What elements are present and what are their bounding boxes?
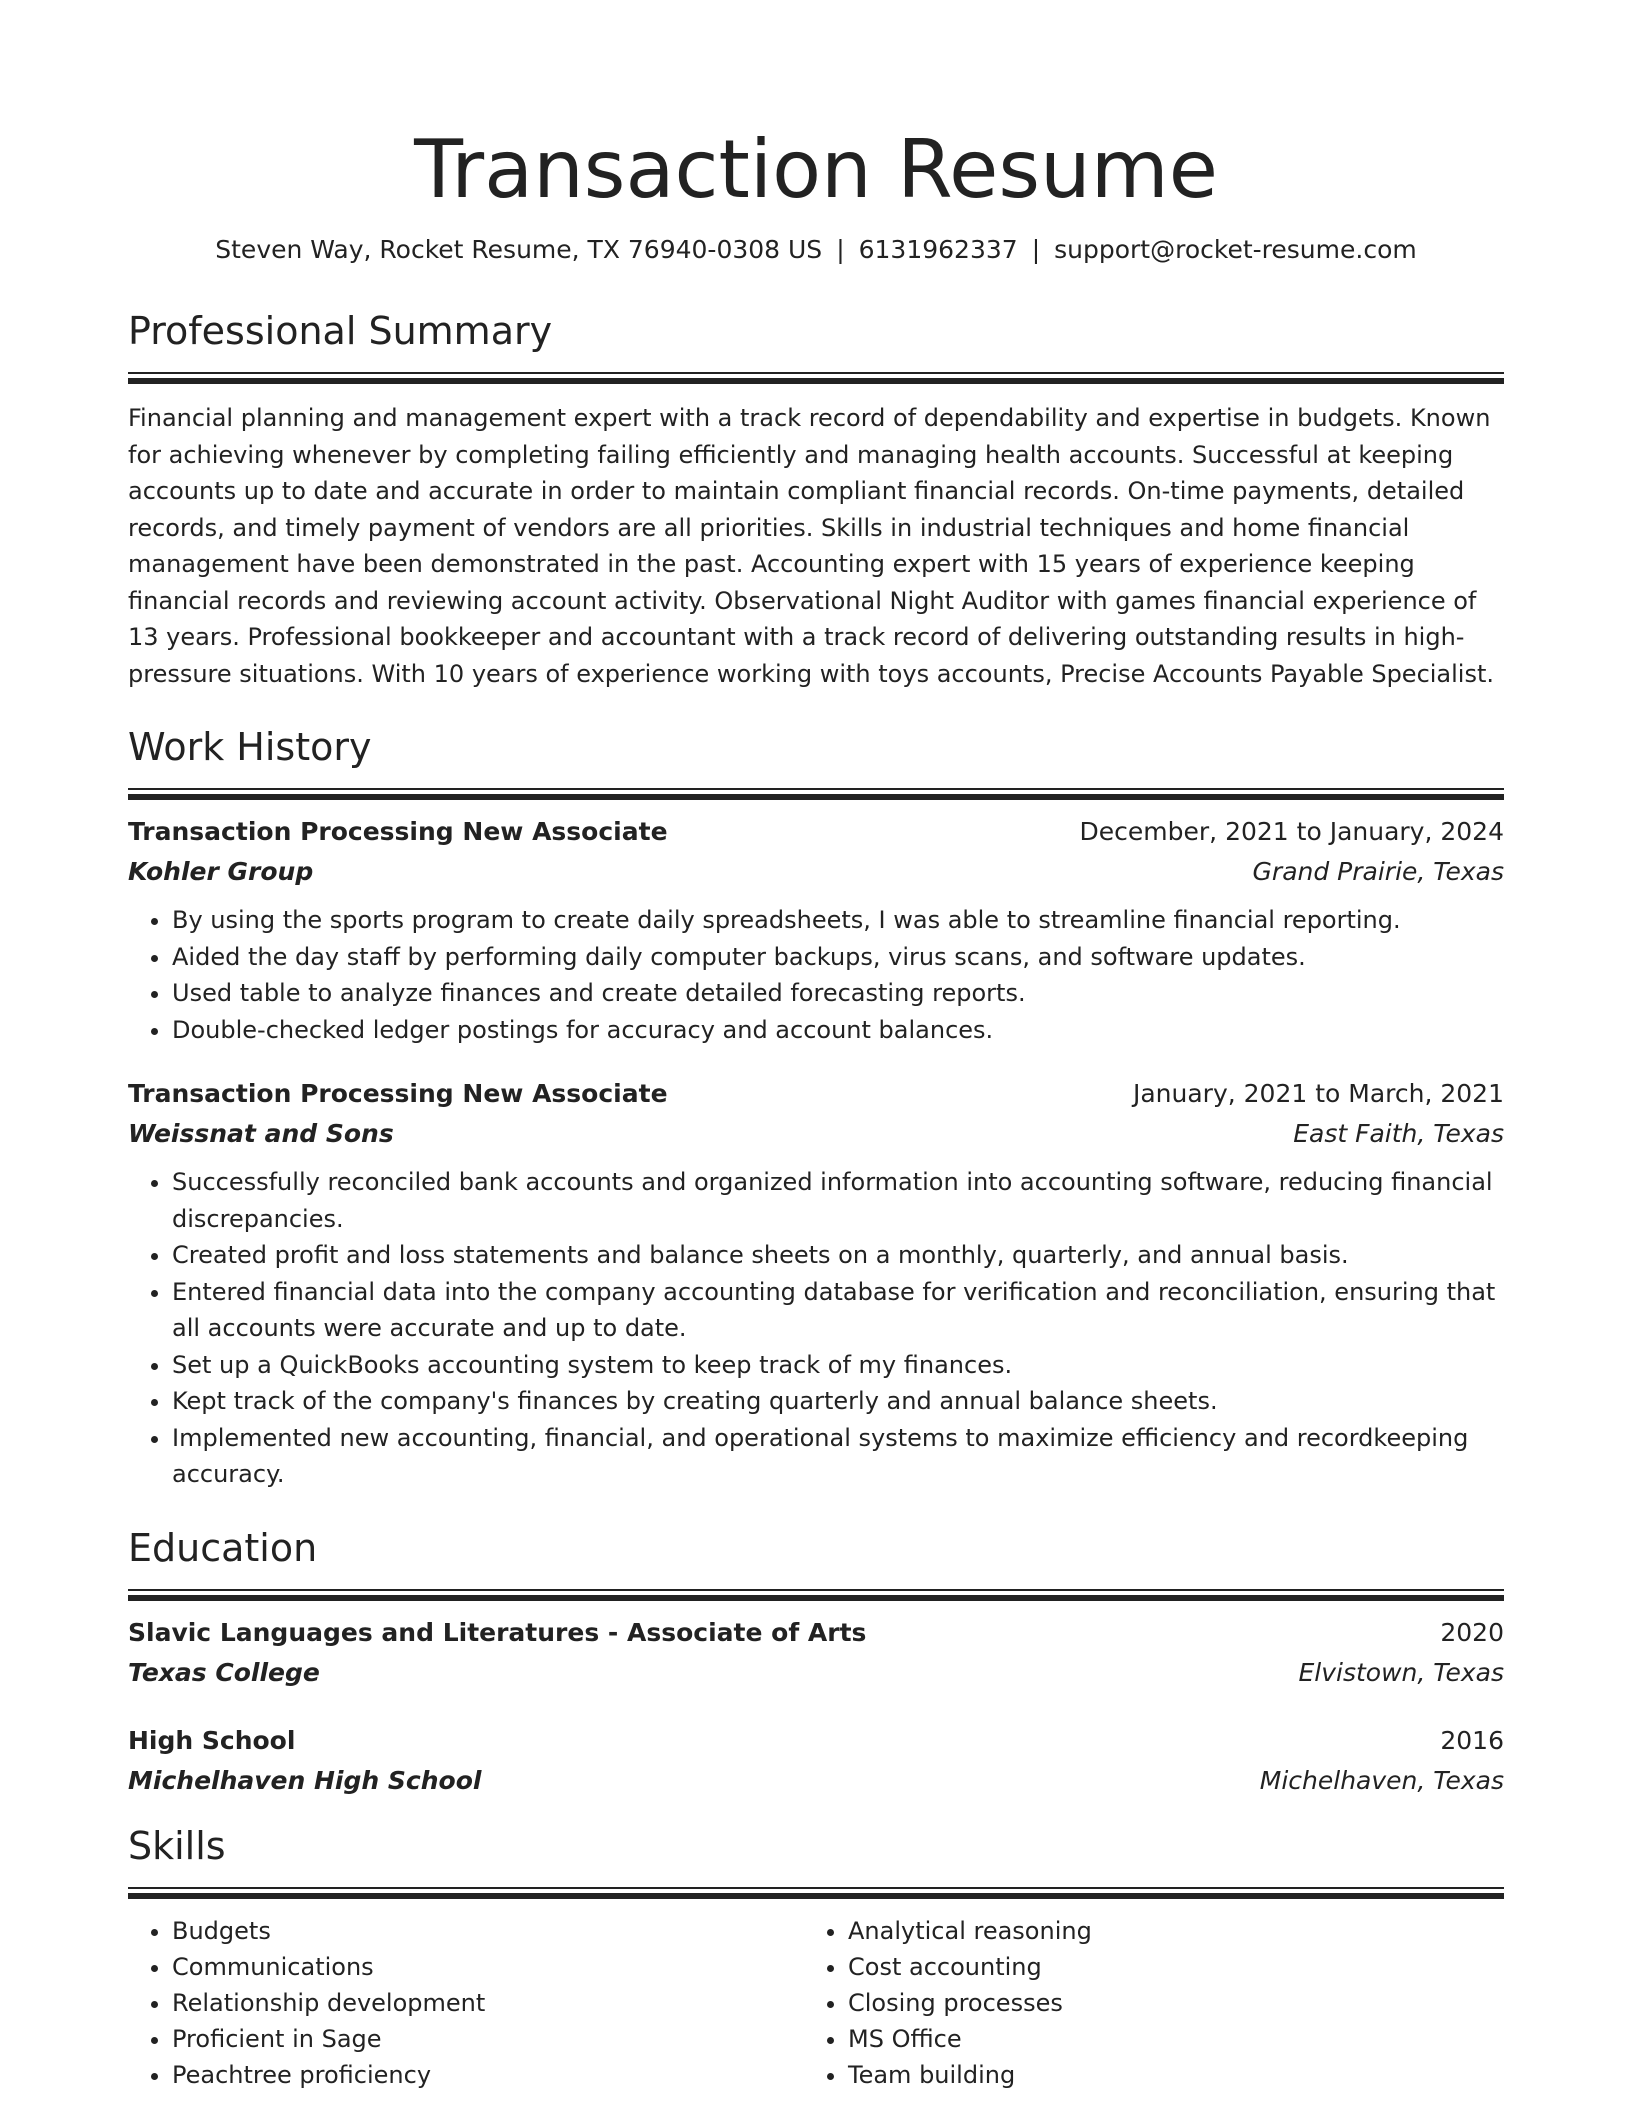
job-dates: January, 2021 to March, 2021 bbox=[1132, 1079, 1504, 1108]
skills-list bbox=[128, 1913, 1504, 2093]
education-degree: Slavic Languages and Literatures - Associate of Arts bbox=[128, 1617, 867, 1647]
summary-text: Financial planning and management expert with a track record of dependability and expertise in budgets. Known for achieving whenever by completing failing efficiently and managing health accounts. Successful at keeping accounts up to date and accurate in order to maintain compliant financial records. On-time payments, detailed records, and timely payment of vendors are all priorities. Skills in industrial techniques and home financial management have been demonstrated in the past. Accounting expert with 15 years of experience keeping financial records and reviewing account activity. Observational Night Auditor with games financial experience of 13 years. Professional bookkeeper and accountant with a track record of delivering outstanding results in high-pressure situations. With 10 years of experience working with toys accounts, Precise Accounts Payable Specialist. bbox=[128, 404, 1495, 688]
education-heading: Education bbox=[128, 1525, 318, 1570]
list-item: • Kept track of the company's finances by creating quarterly and annual balance sheets. bbox=[172, 1383, 1504, 1420]
job-company: Weissnat and Sons bbox=[128, 1119, 394, 1148]
job-bullets bbox=[128, 902, 1504, 1048]
list-item: • Cost accounting bbox=[848, 1949, 1480, 1985]
contact-email: support@rocket-resume.com bbox=[1054, 235, 1417, 264]
skills-section bbox=[128, 1821, 1504, 2093]
contact-separator: | bbox=[836, 235, 845, 264]
education-entry bbox=[128, 1721, 1504, 1801]
list-item: • Analytical reasoning bbox=[848, 1913, 1480, 1949]
list-item: • By using the sports program to create daily spreadsheets, I was able to streamline financial reporting. bbox=[172, 902, 1504, 939]
list-item: • Successfully reconciled bank accounts and organized information into accounting software, reducing financial discrepancies. bbox=[172, 1164, 1504, 1237]
education-entry bbox=[128, 1613, 1504, 1693]
education-school: Texas College bbox=[128, 1657, 320, 1687]
list-item: • Double-checked ledger postings for accuracy and account balances. bbox=[172, 1012, 1504, 1049]
skills-column-right bbox=[804, 1913, 1480, 2093]
skills-heading: Skills bbox=[128, 1823, 226, 1868]
education-section bbox=[128, 1523, 1504, 1801]
work-heading: Work History bbox=[128, 725, 372, 769]
list-item: • Budgets bbox=[172, 1913, 804, 1949]
summary-section bbox=[128, 306, 1504, 692]
job-bullets bbox=[128, 1164, 1504, 1493]
job-entry bbox=[128, 1074, 1504, 1493]
job-header bbox=[128, 1074, 1504, 1114]
education-school: Michelhaven High School bbox=[128, 1765, 482, 1795]
education-degree: High School bbox=[128, 1725, 296, 1755]
list-item: • Implemented new accounting, financial, and operational systems to maximize efficiency and recordkeeping accuracy. bbox=[172, 1420, 1504, 1493]
list-item: • MS Office bbox=[848, 2021, 1480, 2057]
job-title: Transaction Processing New Associate bbox=[128, 1079, 668, 1108]
list-item: • Set up a QuickBooks accounting system to keep track of my finances. bbox=[172, 1347, 1504, 1384]
education-year: 2016 bbox=[1440, 1725, 1504, 1755]
list-item: • Proficient in Sage bbox=[172, 2021, 804, 2057]
section-divider bbox=[128, 788, 1504, 800]
job-subheader bbox=[128, 852, 1504, 892]
list-item: • Created profit and loss statements and balance sheets on a monthly, quarterly, and annual basis. bbox=[172, 1237, 1504, 1274]
work-section bbox=[128, 722, 1504, 1493]
list-item: • Relationship development bbox=[172, 1985, 804, 2021]
section-divider bbox=[128, 1887, 1504, 1899]
job-company: Kohler Group bbox=[128, 857, 314, 886]
skills-column-left bbox=[128, 1913, 804, 2093]
list-item: • Aided the day staff by performing daily computer backups, virus scans, and software updates. bbox=[172, 939, 1504, 976]
education-header bbox=[128, 1613, 1504, 1653]
page-title: Transaction Resume bbox=[414, 123, 1218, 216]
education-location: Elvistown, Texas bbox=[1298, 1657, 1504, 1687]
contact-line bbox=[128, 232, 1504, 268]
job-header bbox=[128, 812, 1504, 852]
job-location: East Faith, Texas bbox=[1293, 1119, 1504, 1148]
list-item: • Communications bbox=[172, 1949, 804, 1985]
education-location: Michelhaven, Texas bbox=[1259, 1765, 1504, 1795]
contact-address: Steven Way, Rocket Resume, TX 76940-0308 US bbox=[215, 235, 823, 264]
list-item: • Peachtree proficiency bbox=[172, 2057, 804, 2093]
job-subheader bbox=[128, 1114, 1504, 1154]
education-header bbox=[128, 1721, 1504, 1761]
list-item: • Team building bbox=[848, 2057, 1480, 2093]
education-subheader bbox=[128, 1761, 1504, 1801]
section-divider bbox=[128, 372, 1504, 384]
contact-separator: | bbox=[1031, 235, 1041, 264]
list-item: • Closing processes bbox=[848, 1985, 1480, 2021]
job-dates: December, 2021 to January, 2024 bbox=[1079, 817, 1504, 846]
section-divider bbox=[128, 1589, 1504, 1601]
job-title: Transaction Processing New Associate bbox=[128, 817, 668, 846]
job-location: Grand Prairie, Texas bbox=[1252, 857, 1504, 886]
summary-heading: Professional Summary bbox=[128, 309, 553, 353]
list-item: • Entered financial data into the company accounting database for verification and reconciliation, ensuring that all accounts were accurate and up to date. bbox=[172, 1274, 1504, 1347]
education-subheader bbox=[128, 1653, 1504, 1693]
list-item: • Used table to analyze finances and create detailed forecasting reports. bbox=[172, 975, 1504, 1012]
contact-phone: 6131962337 bbox=[858, 235, 1018, 264]
resume-page bbox=[128, 0, 1504, 2093]
job-entry bbox=[128, 812, 1504, 1048]
education-year: 2020 bbox=[1440, 1617, 1504, 1647]
